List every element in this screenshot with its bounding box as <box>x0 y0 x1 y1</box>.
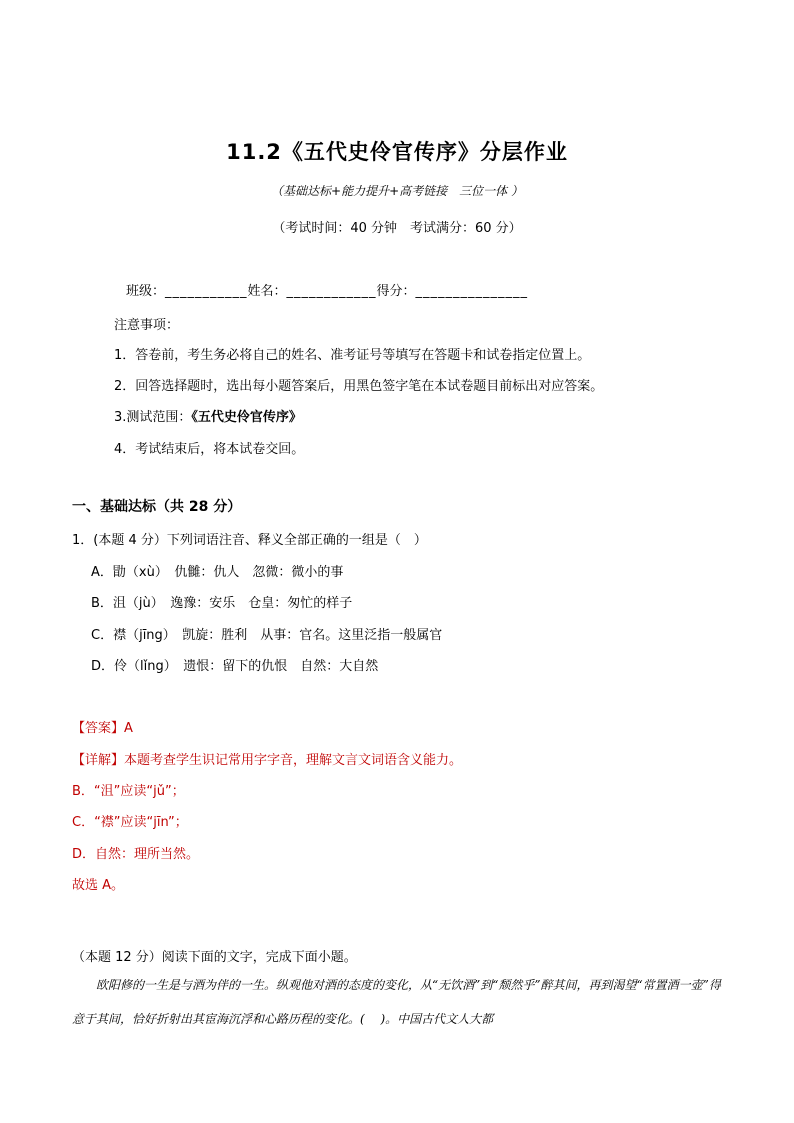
class-blank[interactable]: ___________ <box>165 284 248 299</box>
question-1: 1．(本题 4 分）下列词语注音、释义全部正确的一组是（ ） <box>72 533 427 548</box>
page-title: 11.2《五代史伶官传序》分层作业 <box>226 140 568 164</box>
option-b: B．沮（jù） 逸豫：安乐 仓皇：匆忙的样子 <box>91 596 353 611</box>
notice-item-3-label: 3.测试范围： <box>114 410 192 425</box>
detail-text: 本题考查学生识记常用字字音，理解文言文词语含义能力。 <box>124 753 463 768</box>
option-a: A．勖（xù） 仇雠：仇人 忽微：微小的事 <box>91 565 344 580</box>
passage-heading: （本题 12 分）阅读下面的文字，完成下面小题。 <box>72 950 357 965</box>
notice-item-1: 1．答卷前，考生务必将自己的姓名、准考证号等填写在答题卡和试卷指定位置上。 <box>114 348 591 363</box>
name-blank[interactable]: ____________ <box>286 284 377 299</box>
notice-item-2: 2．回答选择题时，选出每小题答案后，用黑色签字笔在本试卷题目前标出对应答案。 <box>114 379 604 394</box>
final-choice: 故选 A。 <box>72 878 125 893</box>
notice-item-3 <box>114 406 302 425</box>
detail-line <box>72 749 462 768</box>
student-info-row <box>126 280 528 299</box>
explanation-c: C．“襟”应读“jīn”； <box>72 815 188 830</box>
answer-tag: 【答案】 <box>72 721 125 736</box>
passage-text: 欧阳修的一生是与酒为伴的一生。纵观他对酒的态度的变化，从“无饮酒”到“颓然乎”醉其间，再到渴望“常置酒一壶”得意于其间，恰好折射出其宦海沉浮和心路历程的变化。( )。中国古代文人大都 <box>72 978 721 1026</box>
notice-item-4: 4．考试结束后，将本试卷交回。 <box>114 442 305 457</box>
option-c: C．襟（jīng） 凯旋：胜利 从事：官名。这里泛指一般属官 <box>91 628 443 643</box>
class-label: 班级： <box>126 284 166 299</box>
exam-duration: （考试时间：40 分钟 考试满分：60 分） <box>272 221 522 236</box>
subtitle: （基础达标+能力提升+高考链接 三位一体 ） <box>271 184 523 198</box>
explanation-d: D．自然：理所当然。 <box>72 847 200 862</box>
explanation-b: B．“沮”应读“jǔ”； <box>72 784 185 799</box>
detail-tag: 【详解】 <box>72 753 125 768</box>
answer-line <box>72 717 133 736</box>
notice-heading: 注意事项： <box>114 318 180 333</box>
score-blank[interactable]: _______________ <box>415 284 529 299</box>
option-d: D．伶（lǐng） 遗恨：留下的仇恨 自然：大自然 <box>91 659 379 674</box>
test-scope: 《五代史伶官传序》 <box>191 410 302 425</box>
score-label: 得分： <box>376 284 416 299</box>
name-label: 姓名： <box>247 284 287 299</box>
answer-value: A <box>124 721 133 736</box>
section-heading: 一、基础达标（共 28 分） <box>72 499 242 515</box>
